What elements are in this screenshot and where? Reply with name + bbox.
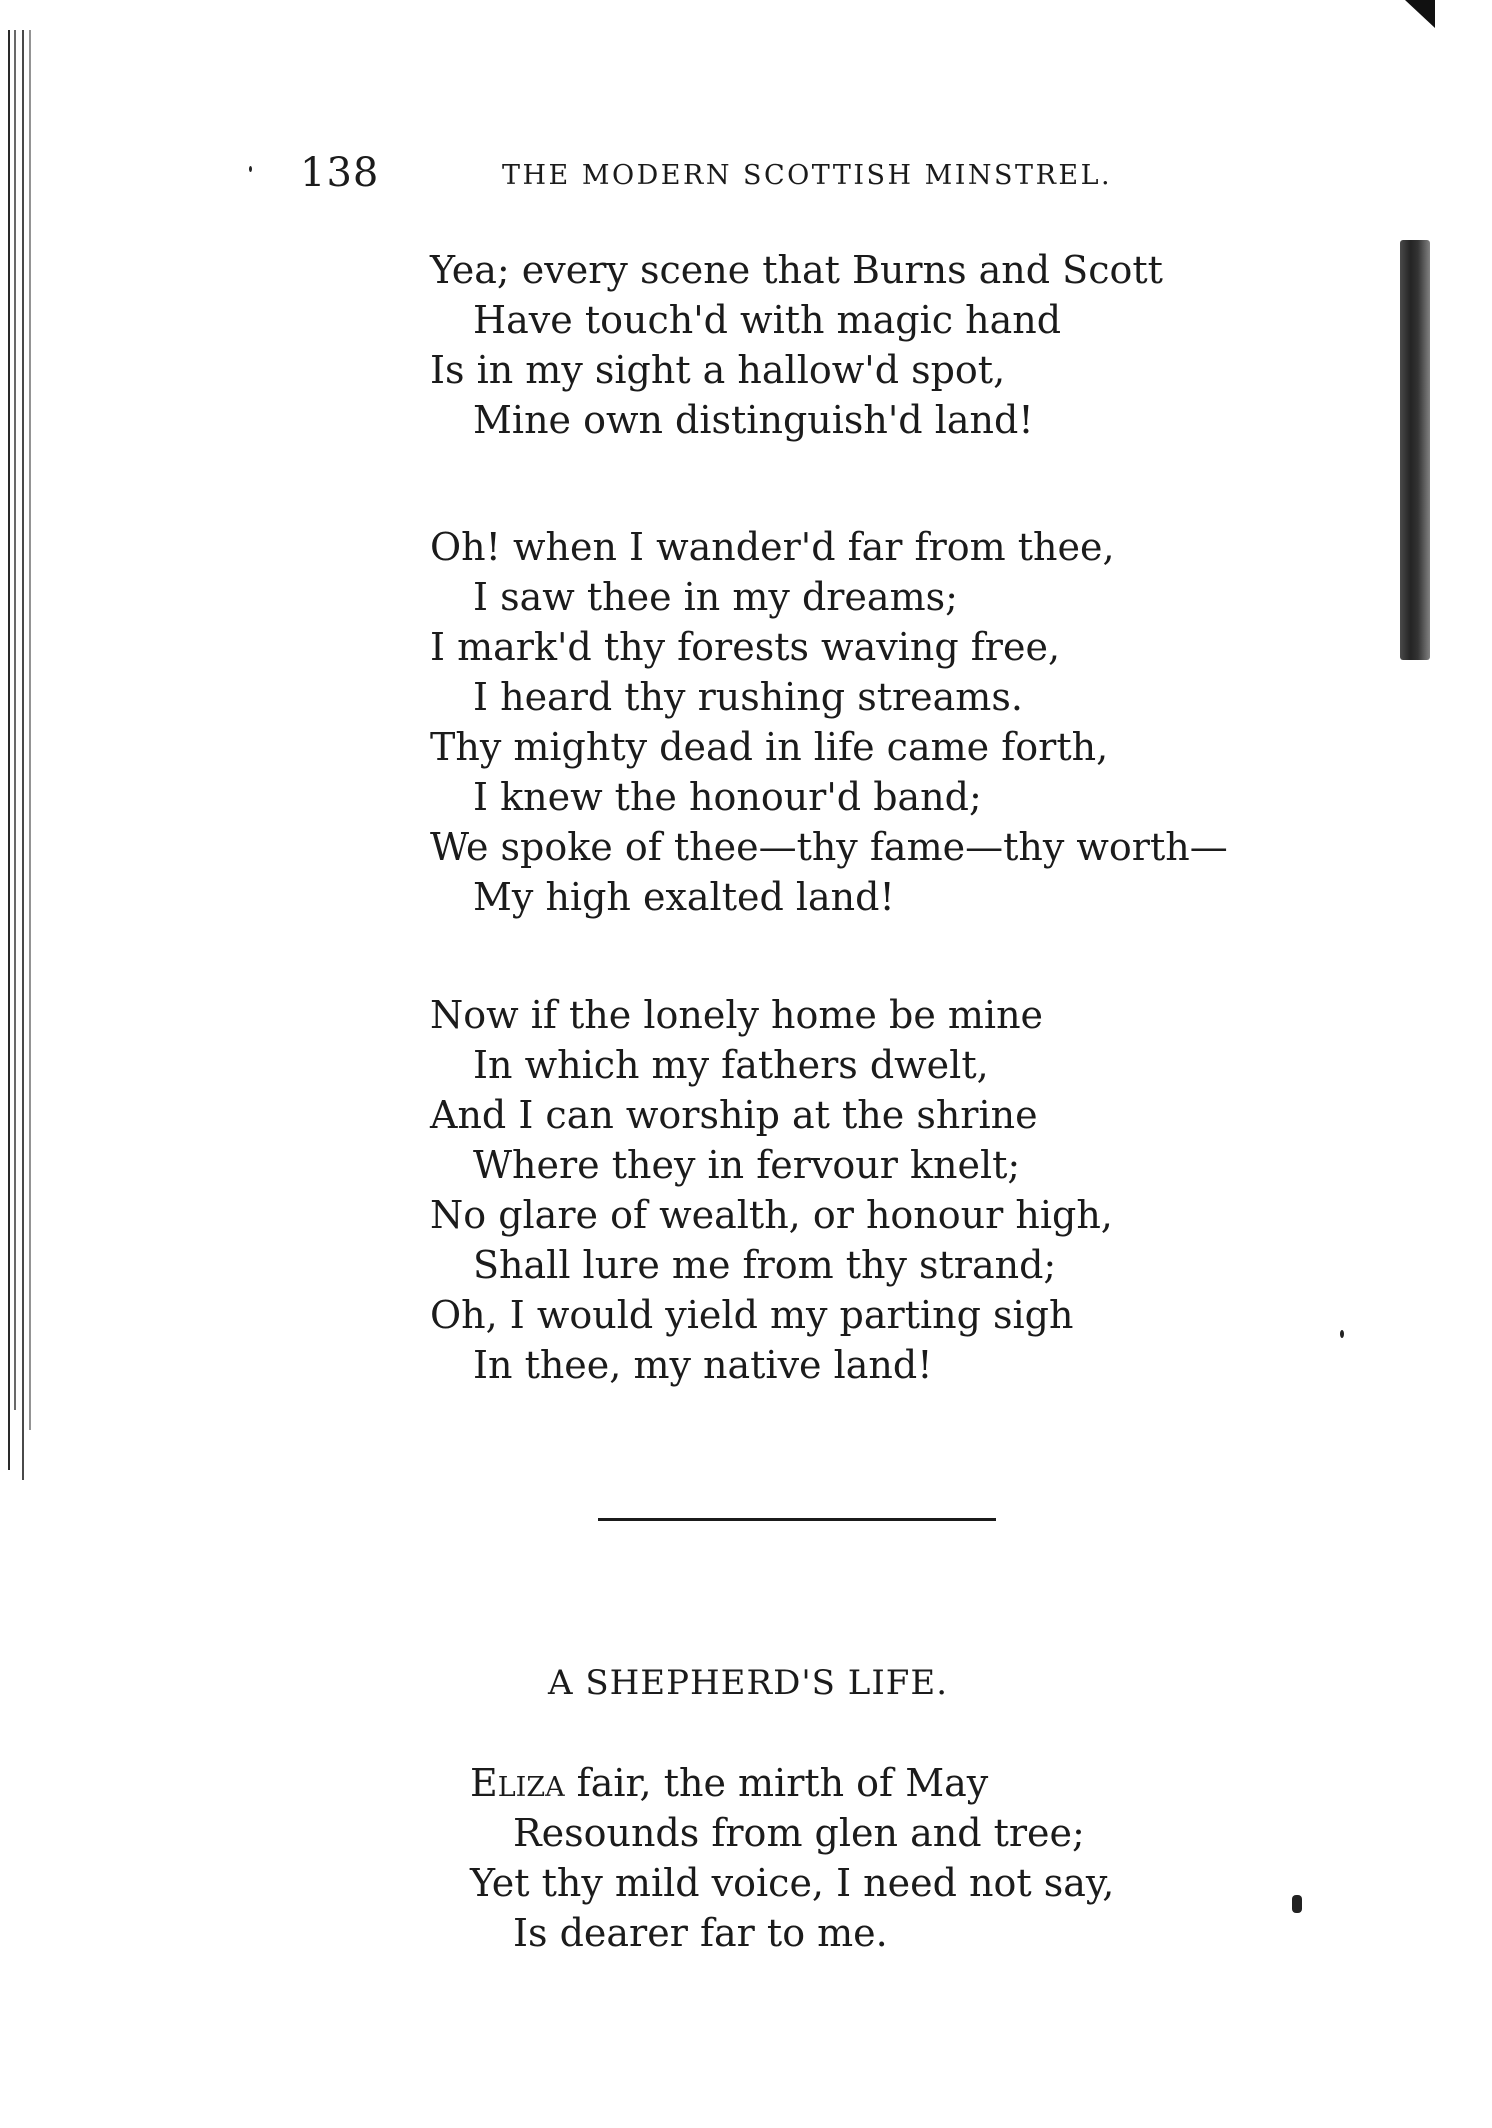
verse-line: I knew the honour'd band; [473,775,982,819]
verse-line: I mark'd thy forests waving free, [430,625,1061,669]
verse-line: Is in my sight a hallow'd spot, [430,348,1006,392]
binding-edge [0,0,40,1480]
stanza-shepherd-1 [470,1758,1114,1958]
stanza-2 [430,522,1228,922]
verse-line: Yet thy mild voice, I need not say, [470,1861,1115,1905]
verse-line: We spoke of thee—thy fame—thy worth— [430,825,1228,869]
verse-line: And I can worship at the shrine [430,1093,1038,1137]
verse-line: Thy mighty dead in life came forth, [430,725,1109,769]
stanza-3 [430,990,1113,1390]
verse-line: In which my fathers dwelt, [473,1043,989,1087]
drop-word: Eliza [470,1761,565,1805]
stanza-1 [430,245,1163,445]
scan-speck [1340,1330,1344,1338]
verse-line: Shall lure me from thy strand; [473,1243,1057,1287]
verse-line: Where they in fervour knelt; [473,1143,1021,1187]
verse-line: Have touch'd with magic hand [473,298,1062,342]
verse-line: I heard thy rushing streams. [473,675,1023,719]
section-divider [598,1518,996,1521]
verse-line: I saw thee in my dreams; [473,575,958,619]
scan-corner-mark [1405,0,1435,28]
verse-line: Resounds from glen and tree; [513,1811,1085,1855]
page-number: 138 [300,150,380,196]
scan-speck [249,166,252,172]
scan-shadow-mark [1400,240,1430,660]
poem-title: A SHEPHERD'S LIFE. [548,1663,949,1703]
verse-line: Oh, I would yield my parting sigh [430,1293,1074,1337]
verse-line: Oh! when I wander'd far from thee, [430,525,1115,569]
verse-line [470,1758,1114,1808]
verse-line: Is dearer far to me. [513,1911,888,1955]
running-head: THE MODERN SCOTTISH MINSTREL. [502,160,1113,191]
scan-speck [1292,1895,1302,1913]
verse-line: My high exalted land! [473,875,895,919]
verse-line: Yea; every scene that Burns and Scott [430,248,1163,292]
verse-line: Now if the lonely home be mine [430,993,1044,1037]
verse-line: In thee, my native land! [473,1343,933,1387]
verse-line-rest: fair, the mirth of May [564,1761,989,1805]
verse-line: No glare of wealth, or honour high, [430,1193,1113,1237]
verse-line: Mine own distinguish'd land! [473,398,1034,442]
